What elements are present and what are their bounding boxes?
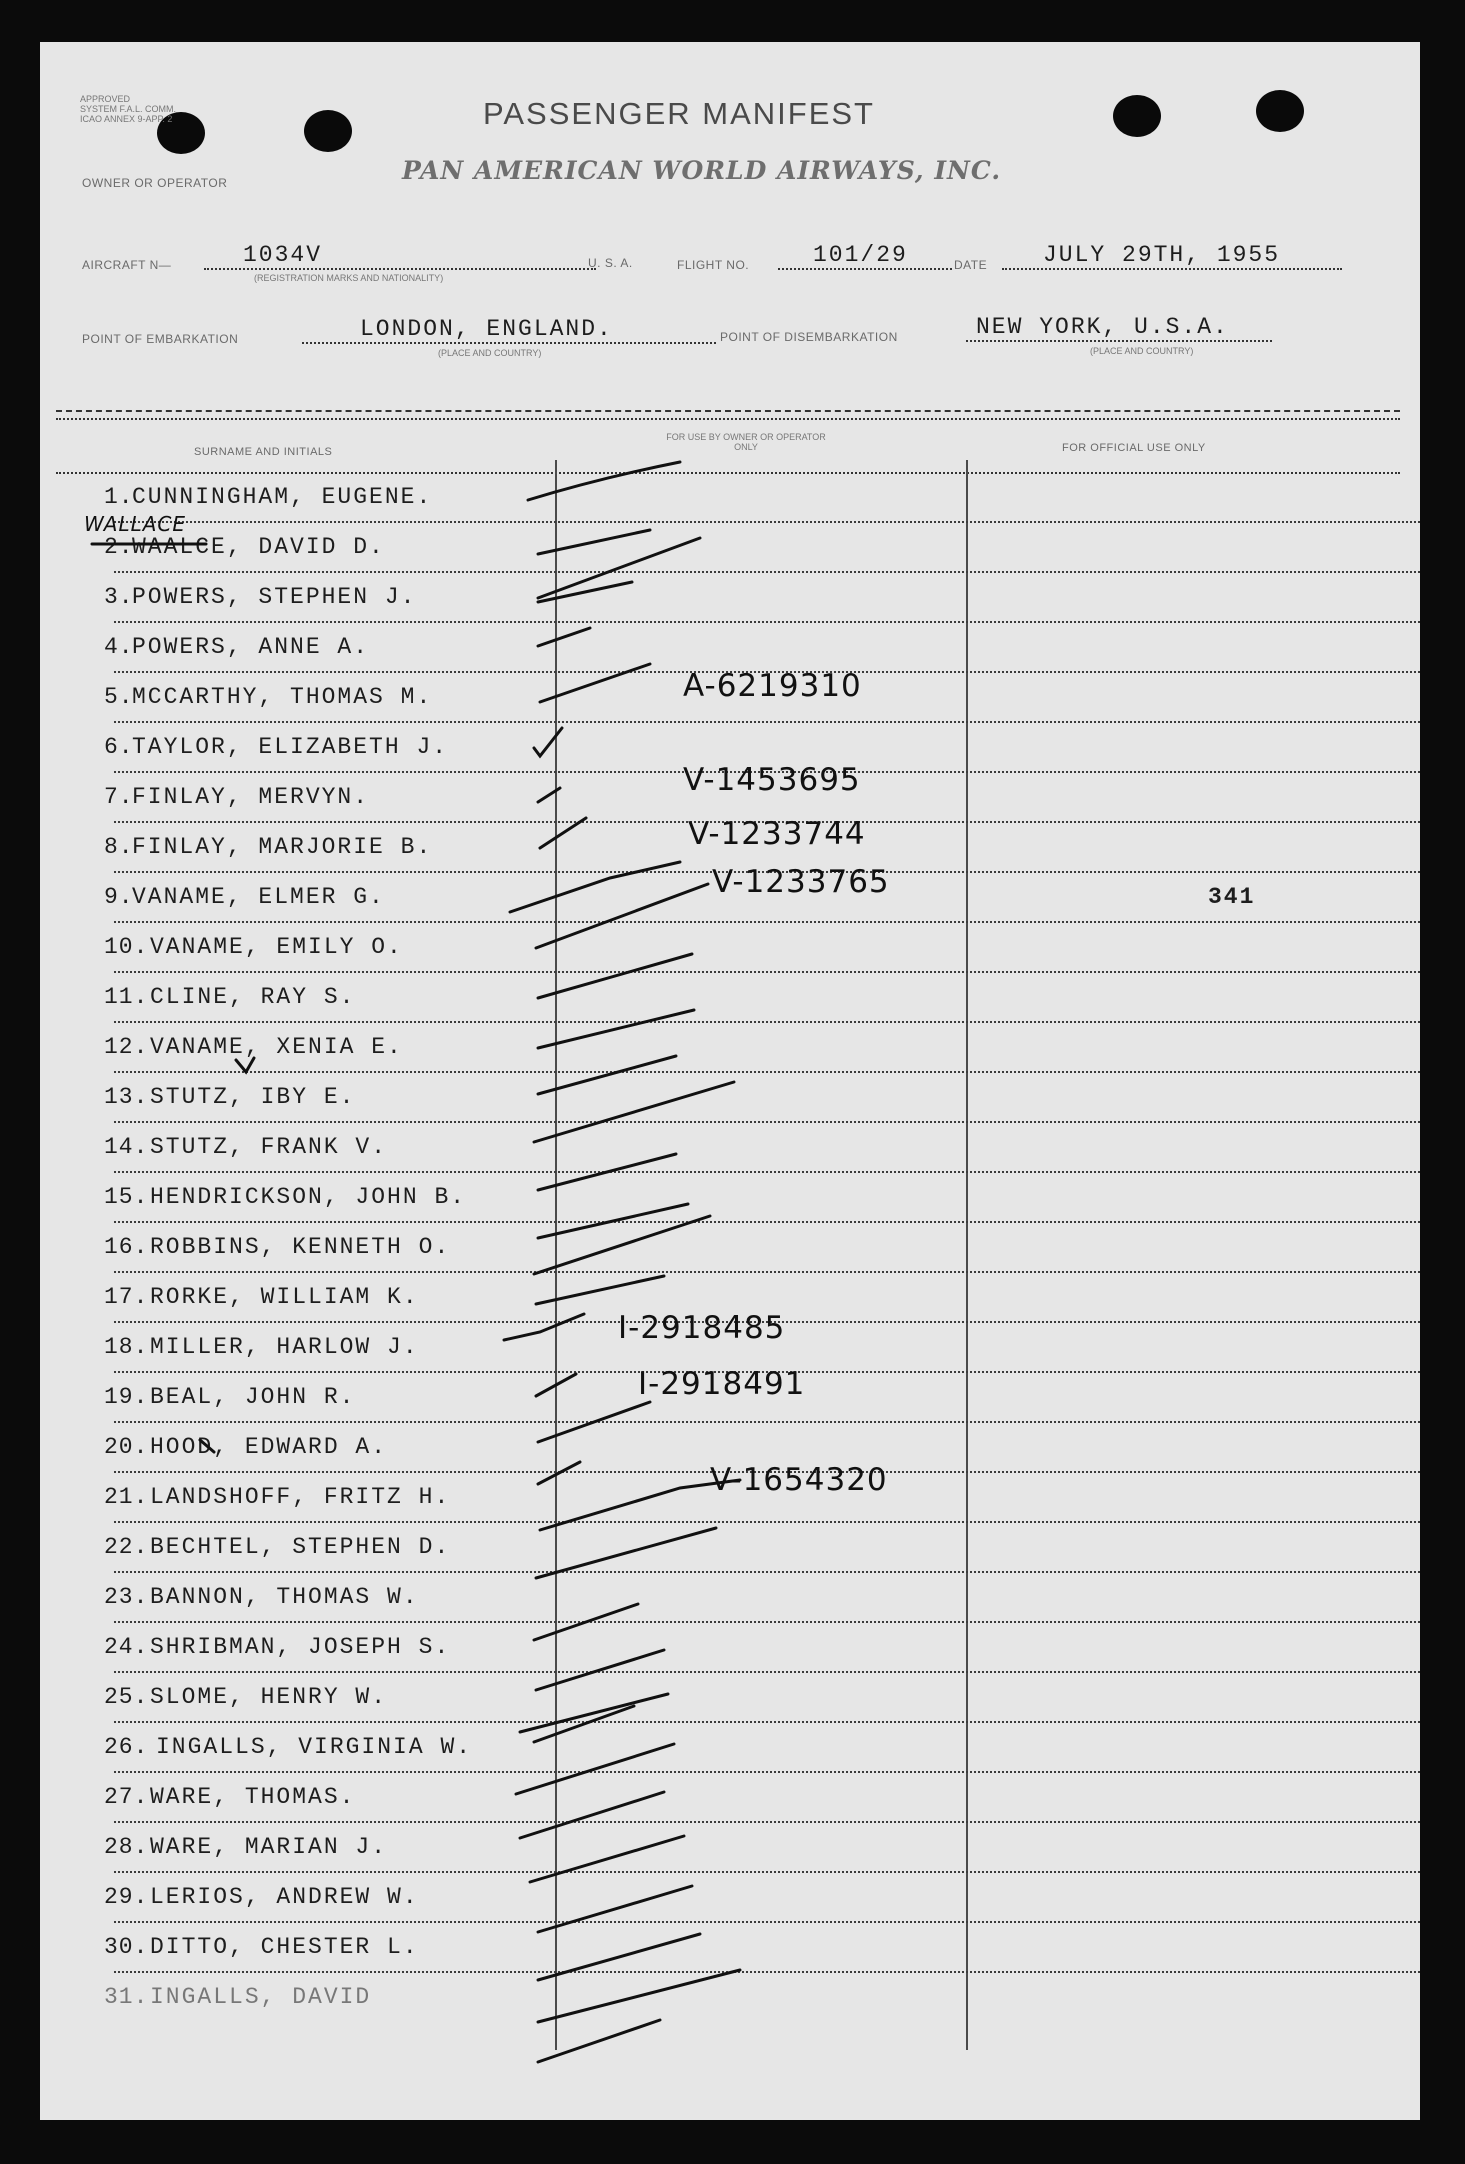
tick-mark: [534, 1216, 710, 1274]
document-number: I-2918491: [638, 1366, 806, 1402]
passenger-name: STUTZ, IBY E.: [150, 1084, 356, 1110]
tick-mark: [538, 1402, 650, 1442]
passenger-name: STUTZ, FRANK V.: [150, 1134, 388, 1160]
document-number: A-6219310: [683, 668, 862, 704]
row-number: 15.: [104, 1184, 149, 1210]
passenger-name: SHRIBMAN, JOSEPH S.: [150, 1634, 451, 1660]
tick-mark: [528, 462, 680, 500]
passenger-name: INGALLS, VIRGINIA W.: [156, 1734, 473, 1760]
tick-mark: [540, 1480, 740, 1530]
row-number: 5.: [104, 684, 134, 710]
flight-label: FLIGHT NO.: [677, 258, 750, 272]
embark-value: LONDON, ENGLAND.: [360, 316, 613, 342]
document-number: V-1654320: [710, 1462, 888, 1498]
tick-mark: [538, 1462, 580, 1484]
passenger-name: FINLAY, MARJORIE B.: [132, 834, 433, 860]
row-number: 20.: [104, 1434, 149, 1460]
strikeout-mark: [200, 1440, 214, 1452]
tick-mark: [536, 1374, 576, 1396]
row-number: 26.: [104, 1734, 149, 1760]
passenger-name: VANAME, EMILY O.: [150, 934, 403, 960]
row-number: 31.: [104, 1984, 149, 2010]
tick-mark: [536, 1528, 716, 1578]
embark-label: POINT OF EMBARKATION: [82, 332, 239, 346]
row-number: 10.: [104, 934, 149, 960]
owner-label: OWNER OR OPERATOR: [82, 176, 228, 190]
tick-mark: [504, 1314, 584, 1340]
row-number: 17.: [104, 1284, 149, 1310]
passenger-name: BECHTEL, STEPHEN D.: [150, 1534, 451, 1560]
row-number: 3.: [104, 584, 134, 610]
tick-mark: [538, 1970, 740, 2022]
embark-note: (PLACE AND COUNTRY): [438, 348, 542, 358]
row-number: 24.: [104, 1634, 149, 1660]
row-number: 7.: [104, 784, 134, 810]
tick-mark: [536, 1650, 664, 1690]
passenger-name: MILLER, HARLOW J.: [150, 1334, 419, 1360]
owner-use-column-header: FOR USE BY OWNER OR OPERATOR ONLY: [666, 432, 826, 452]
passenger-name: SLOME, HENRY W.: [150, 1684, 388, 1710]
tick-mark: [520, 1694, 668, 1732]
passenger-name: ROBBINS, KENNETH O.: [150, 1234, 451, 1260]
aircraft-value: 1034V: [243, 242, 323, 268]
row-number: 11.: [104, 984, 149, 1010]
tick-mark: [530, 1836, 684, 1882]
row-number: 18.: [104, 1334, 149, 1360]
tick-mark: [538, 1010, 694, 1048]
passenger-name: VANAME, XENIA E.: [150, 1034, 403, 1060]
row-number: 23.: [104, 1584, 149, 1610]
passenger-name: HENDRICKSON, JOHN B.: [150, 1184, 467, 1210]
row-number: 2.: [104, 534, 134, 560]
tick-mark: [538, 1886, 692, 1932]
tick-mark: [540, 818, 586, 848]
row-number: 21.: [104, 1484, 149, 1510]
tick-mark: [536, 1276, 664, 1304]
name-correction: WALLACE: [84, 512, 187, 536]
passenger-name: LANDSHOFF, FRITZ H.: [150, 1484, 451, 1510]
passenger-name: WAALCE, DAVID D.: [132, 534, 385, 560]
row-number: 12.: [104, 1034, 149, 1060]
tick-mark: [534, 1604, 638, 1640]
tick-mark: [534, 728, 562, 756]
row-number: 22.: [104, 1534, 149, 1560]
passenger-name: INGALLS, DAVID: [150, 1984, 372, 2010]
tick-mark: [540, 664, 650, 702]
flight-value: 101/29: [813, 242, 908, 268]
row-number: 30.: [104, 1934, 149, 1960]
row-number: 4.: [104, 634, 134, 660]
official-use-column-header: FOR OFFICIAL USE ONLY: [1062, 442, 1206, 454]
row-number: 16.: [104, 1234, 149, 1260]
tick-mark: [538, 2020, 660, 2062]
nationality-label: U. S. A.: [588, 256, 633, 270]
tick-mark: [538, 1204, 688, 1238]
passenger-name: BEAL, JOHN R.: [150, 1384, 356, 1410]
document-number: V-1233765: [712, 864, 890, 900]
surname-column-header: SURNAME AND INITIALS: [194, 446, 333, 458]
row-number: 29.: [104, 1884, 149, 1910]
row-number: 25.: [104, 1684, 149, 1710]
row-number: 9.: [104, 884, 134, 910]
row-number: 6.: [104, 734, 134, 760]
row-number: 13.: [104, 1084, 149, 1110]
official-mark: 341: [1208, 884, 1256, 910]
registration-note: (REGISTRATION MARKS AND NATIONALITY): [254, 273, 444, 283]
approval-note: APPROVED SYSTEM F.A.L. COMM. ICAO ANNEX 9-APP. 2: [80, 94, 177, 124]
tick-mark: [538, 628, 590, 646]
tick-mark: [520, 1792, 664, 1838]
page-title: PASSENGER MANIFEST: [483, 96, 875, 131]
passenger-name: CLINE, RAY S.: [150, 984, 356, 1010]
document-number: I-2918485: [618, 1310, 786, 1346]
passenger-name: HOOD, EDWARD A.: [150, 1434, 388, 1460]
row-number: 8.: [104, 834, 134, 860]
disembark-note: (PLACE AND COUNTRY): [1090, 346, 1194, 356]
passenger-name: BANNON, THOMAS W.: [150, 1584, 419, 1610]
tick-mark: [538, 788, 560, 802]
manifest-page: [40, 42, 1420, 2120]
row-number: 1.: [104, 484, 134, 510]
tick-mark: [538, 1934, 700, 1980]
document-number: V-1453695: [683, 762, 861, 798]
row-number: 14.: [104, 1134, 149, 1160]
tick-mark: [534, 1082, 734, 1142]
tick-mark: [516, 1744, 674, 1794]
tick-mark: [538, 1154, 676, 1190]
passenger-name: WARE, THOMAS.: [150, 1784, 356, 1810]
passenger-name: DITTO, CHESTER L.: [150, 1934, 419, 1960]
passenger-name: WARE, MARIAN J.: [150, 1834, 388, 1860]
passenger-name: POWERS, STEPHEN J.: [132, 584, 417, 610]
tick-mark: [538, 954, 692, 998]
document-number: V-1233744: [688, 816, 866, 852]
disembark-label: POINT OF DISEMBARKATION: [720, 330, 898, 344]
passenger-name: MCCARTHY, THOMAS M.: [132, 684, 433, 710]
passenger-name: POWERS, ANNE A.: [132, 634, 370, 660]
passenger-name: TAYLOR, ELIZABETH J.: [132, 734, 449, 760]
carrier-name: PAN AMERICAN WORLD AIRWAYS, INC.: [402, 156, 1002, 185]
date-label: DATE: [954, 258, 988, 272]
passenger-name: VANAME, ELMER G.: [132, 884, 385, 910]
date-value: JULY 29TH, 1955: [1043, 242, 1281, 268]
row-number: 28.: [104, 1834, 149, 1860]
tick-mark: [538, 530, 650, 554]
passenger-name: LERIOS, ANDREW W.: [150, 1884, 419, 1910]
row-number: 19.: [104, 1384, 149, 1410]
passenger-name: FINLAY, MERVYN.: [132, 784, 370, 810]
strikeout-mark: [236, 1058, 254, 1072]
passenger-name: CUNNINGHAM, EUGENE.: [132, 484, 433, 510]
row-number: 27.: [104, 1784, 149, 1810]
passenger-name: RORKE, WILLIAM K.: [150, 1284, 419, 1310]
aircraft-label: AIRCRAFT N—: [82, 258, 172, 272]
disembark-value: NEW YORK, U.S.A.: [976, 314, 1229, 340]
tick-mark: [538, 1056, 676, 1094]
check-marks: [40, 42, 1420, 2120]
tick-mark: [538, 538, 700, 598]
